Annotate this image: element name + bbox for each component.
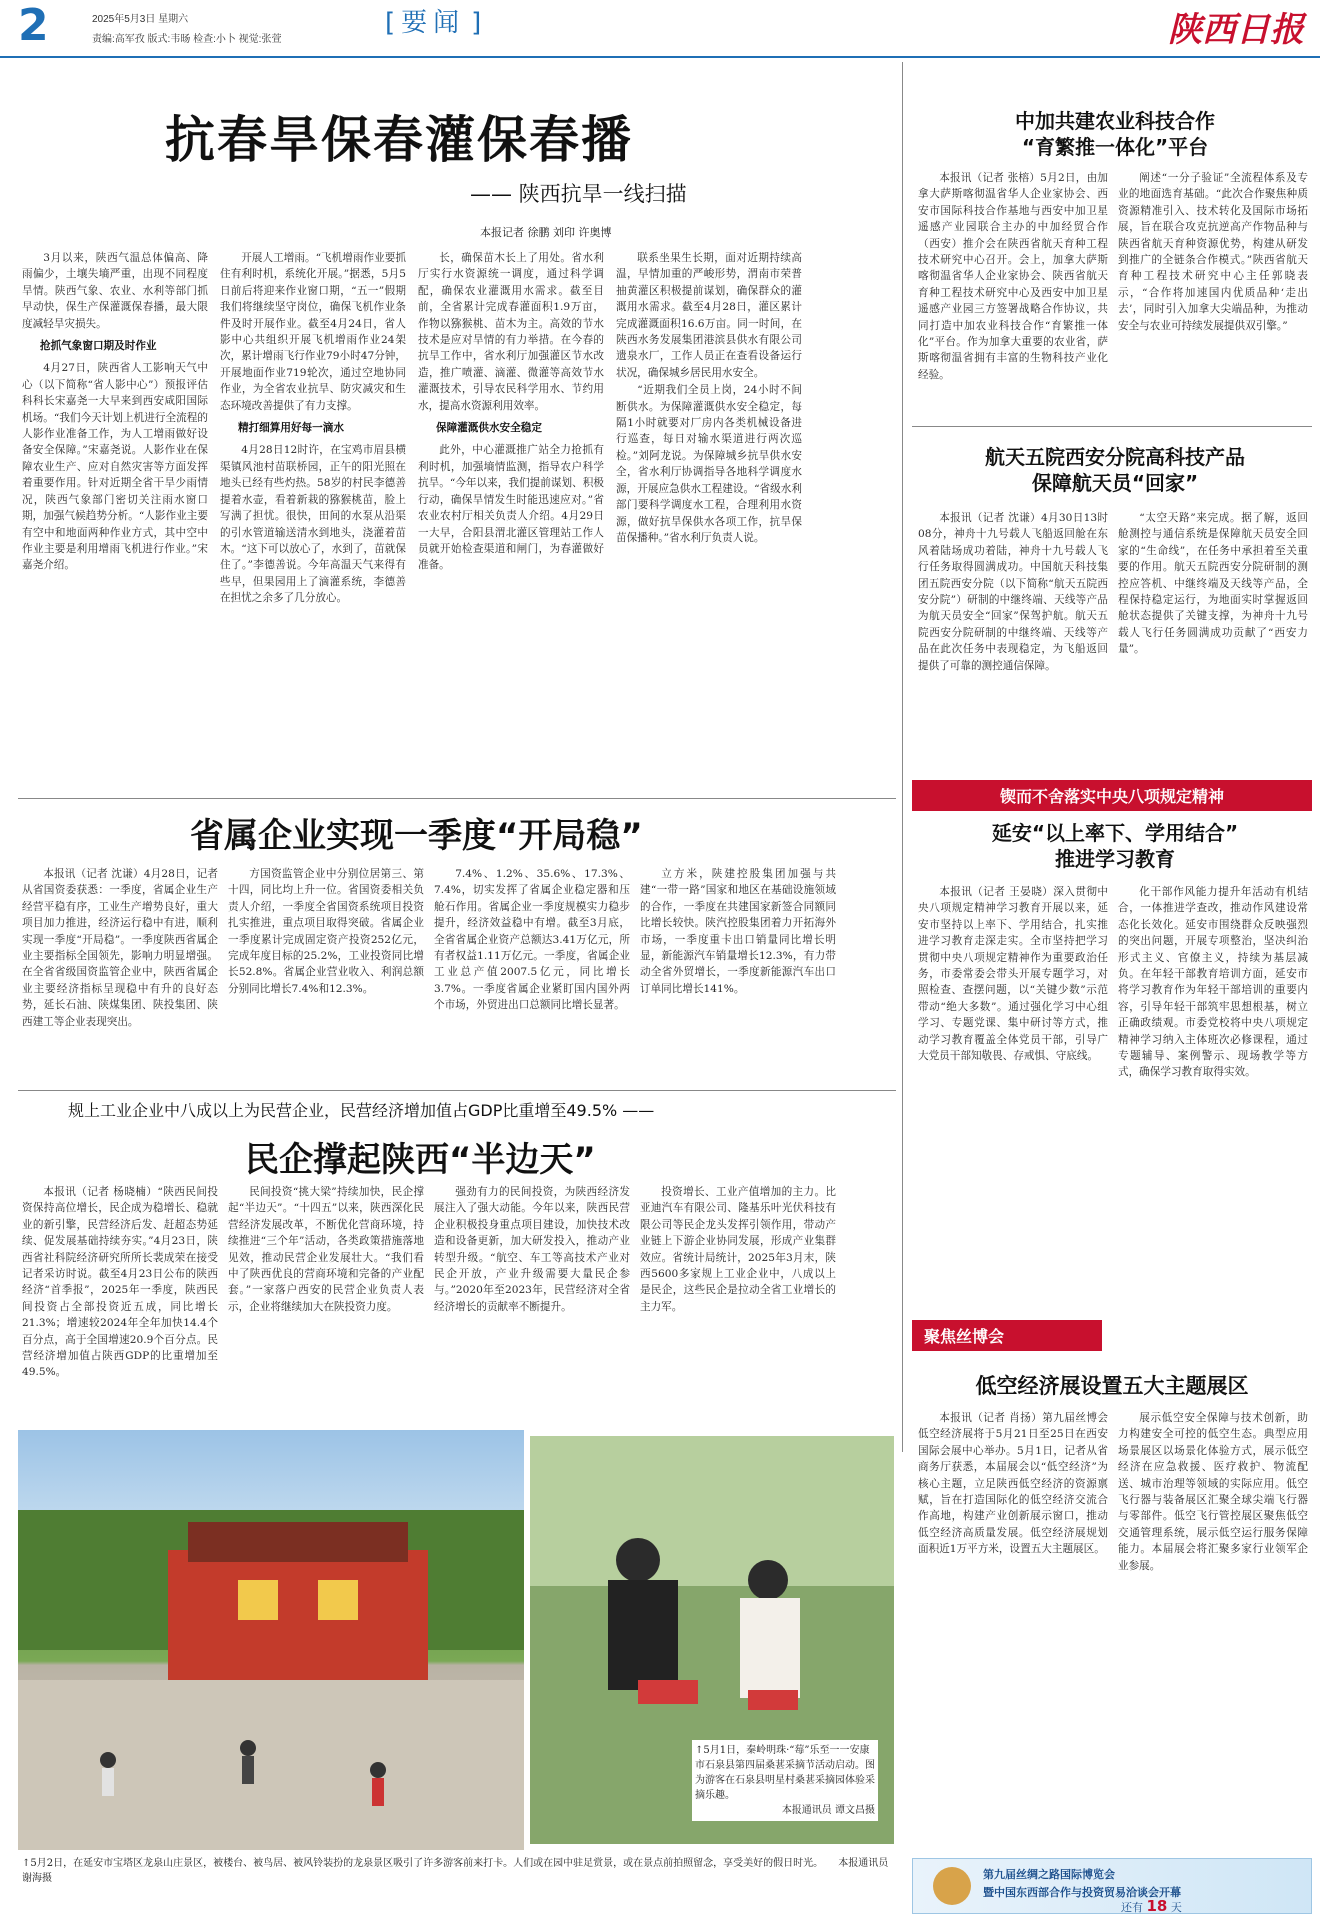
section-name: 要闻 xyxy=(401,8,466,38)
lead-column-2: 开展人工增雨。“飞机增雨作业要抓住有利时机，系统化开展。”据悉，5月5日前后将迎来作业窗口期，“五一”假期我们将继续坚守岗位，确保飞机作业条件及时开展作业。截至4月24日，省人影中心共组织开展飞机增雨作业24架次，累计增雨飞行作业79小时47分钟，开展地面作业719轮次，通过空地协同作业，为全省农业抗旱、防灾减灾和生态环境改善提供了有力支撑。 精打细算用好每一滴水 4月28日12时许，在宝鸡市眉县横渠镇风池村苗联桥园，正午的阳光照在地头已经有些灼热。58岁的村民李德善提着水壶，看着新栽的猕猴桃苗，脸上写满了担忧。很快，田间的水泵从沿渠的引水管道输送清水到地头，浇灌着苗木。“这下可以放心了，水到了，苗就保住了。”李德善说。今年高温天气来得有些早，但果园用上了滴灌系统，李德善在担忧之余多了几分放心。 xyxy=(220,252,406,605)
article-c-column-2: 化干部作风能力提升年活动有机结合，一体推进学查改，推动作风建设常态化长效化。延安市围绕群众反映强烈的突出问题，开展专项整治，坚决纠治形式主义、官僚主义，持续为基层减负。在年轻干部教育培训方面，延安市将学习教育作为年轻干部培训的重要内容，引导年轻干部筑牢思想根基，树立正确政绩观。市委党校将中央八项规定精神学习纳入主体班次必修课程，通过专题辅导、案例警示、现场教学等方式，确保学习教育取得实效。 xyxy=(1118,886,1308,1079)
divider-main-right xyxy=(902,62,903,1452)
photo-right-caption: ↑5月1日，秦岭明珠·“莓”乐至一一安康市石泉县第四届桑葚采摘节活动启动。图为游客在石泉县明星村桑葚采摘园体验采摘乐趣。 本报通讯员 谭文昌摄 xyxy=(692,1740,878,1821)
silk-expo-ad xyxy=(912,1858,1312,1914)
countdown-number: 18 xyxy=(1146,1897,1168,1915)
lead-byline: 本报记者 徐鹏 刘印 许奥博 xyxy=(480,226,612,239)
divider-d-e xyxy=(18,1090,896,1091)
article-a-column-2: 阐述“一分子验证”全流程体系及专业的地面选育基础。“此次合作聚焦种质资源精准引入、技术转化及国际市场拓展，旨在联合攻克抗逆高产作物品种与陕西省航天育种资源优势，构建从研发到推广的全链条合作模式。”陕西省航天育种工程技术研究中心主任郭晓表示，“合作将加速国内优质品种‘走出去’，同时引入加拿大尖端品种，为推动安全与农业可持续发展提供双引擎。” xyxy=(1118,172,1308,332)
ad-countdown: 还有 18 天 xyxy=(1121,1897,1182,1915)
divider-lead-d xyxy=(18,798,896,799)
issue-date: 2025年5月3日 星期六 xyxy=(92,14,189,25)
article-a-headline: 中加共建农业科技合作 “育繁推一体化”平台 xyxy=(1015,109,1215,159)
article-a-column-1: 本报讯（记者 张榕）5月2日，由加拿大萨斯喀彻温省华人企业家协会、西安市国际科技合作基地与西安中加卫星遥感产业园联合主办的中加经贸合作（西安）推介会在陕西省航天育种工程技术研究中心召开。会上，加拿大萨斯喀彻温省华人企业家协会、陕西省航天育种工程技术研究中心及西安中加卫星遥感产业园三方签署战略合作协议，共同打造中加农业科技合作“育繁推一体化”平台。作为加拿大重要的农业省，萨斯喀彻温省拥有丰富的生物科技产业化经验。 xyxy=(918,172,1108,381)
article-e-column-1: 本报讯（记者 杨晓楠）“陕西民间投资保持高位增长，民企成为稳增长、稳就业的新引擎，民营经济后发、赶超态势延续、促发展基础持续夯实。”4月23日，陕西省社科院经济研究所所长裴成荣在接受记者采访时说。截至4月23日公布的陕西经济“首季报”，2025年一季度，陕西民间投资占全部投资近五成，同比增长21.3%；增速较2024年全年加快14.4个百分点，高于全国增速20.9个百分点。民营经济增加值占陕西GDP的比重增加至49.5%。 xyxy=(22,1186,218,1379)
article-d-column-2: 方国资监管企业中分别位居第三、第十四，同比均上升一位。省国资委相关负责人介绍，一季度全省国资系统项目投资扎实推进，重点项目取得突破。省属企业一季度累计完成固定资产投资252亿元，完成年度目标的25.2%，工业投资同比增长52.8%。省属企业营业收入、利润总额分别同比增长7.4%和12.3%。 xyxy=(228,868,424,995)
party-discipline-banner: 锲而不舍落实中央八项规定精神 xyxy=(912,780,1312,811)
lead-subhead-1: 抢抓气象窗口期及时作业 xyxy=(40,340,157,353)
article-d-column-4: 立方米，陕建控股集团加强与共建“一带一路”国家和地区在基础设施领域的合作，一季度在共建国家新签合同额同比增长较快。陕汽控股集团着力开拓海外市场，一季度重卡出口销量同比增长明显，新能源汽车销量增长12.3%，有力带动全省外贸增长，一季度新能源汽车出口订单同比增长141%。 xyxy=(640,868,836,995)
article-d-column-1: 本报讯（记者 沈谦）4月28日，记者从省国资委获悉：一季度，省属企业生产经营平稳有序，工业生产增势良好，重大项目加力推进，经济运行稳中有进，顺利实现一季度“开局稳”。一季度陕西省属企业主要指标全国领先，影响力明显增强。在全省省级国资监管企业中，陕西省属企业主要经济指标呈现稳中有升的良好态势，延长石油、陕煤集团、陕投集团、陕西建工等企业表现突出。 xyxy=(22,868,218,1028)
lead-column-4: 联系坐果生长期，面对近期持续高温，早情加重的严峻形势，渭南市荣普抽黄灌区积极提前谋划，确保群众的灌溉用水需求。截至4月28日，灌区累计完成灌溉面积16.6万亩。同一时间，在陕西水务发展集团港滨县供水有限公司遗泉水厂，工作人员正在查看设备运行状况，确保城乡居民用水安全。 “近期我们全员上岗，24小时不间断供水。为保障灌溉供水安全稳定，每隔1小时就要对厂房内各类机械设备进行巡查，每日对输水渠道进行两次巡检。”刘阿龙说。为保障城乡抗旱供水安全，省水利厅协调指导各地科学调度水源，开展应急供水工程建设。“省级水利部门要科学调度水工程，合理利用水资源，做好抗旱保供水各项工作，抗旱保苗保播种。”省水利厅负责人说。 xyxy=(616,252,802,544)
article-d-column-3: 7.4%、1.2%、35.6%、17.3%、7.4%，切实发挥了省属企业稳定器和压舱石作用。省属企业一季度规模实力稳步提升，经济效益稳中有增。截至3月底，全省省属企业资产总额达3.41万亿元，所有者权益1.11万亿元。一季度，省属企业工业总产值2007.5亿元，同比增长3.7%。一季度省属企业紧盯国内国外两个市场，外贸进出口总额同比增长显著。 xyxy=(434,868,630,1012)
expo-emblem-icon xyxy=(933,1867,971,1905)
article-e-kicker: 规上工业企业中八成以上为民营企业，民营经济增加值占GDP比重增至49.5% —— xyxy=(68,1101,655,1120)
lead-subheadline: —— 陕西抗旱一线扫描 xyxy=(470,182,687,206)
article-d-headline: 省属企业实现一季度“开局稳” xyxy=(190,816,643,856)
lead-column-1: 3月以来，陕西气温总体偏高、降雨偏少，土壤失墒严重，出现不同程度旱情。陕西气象、农业、水利等部门抓早动快，保生产保灌溉保春播，最大限度减轻旱灾损失。 抢抓气象窗口期及时作业 4月27日，陕西省人工影响天气中心（以下简称“省人影中心”）预报评估科科长宋嘉尧一大早来到西安咸阳国际机场。“我们今天计划上机进行全流程的人影作业准备工作，为人工增雨做好设备安全保障。”宋嘉尧说。人影作业在保障农业生产、应对自然灾害等方面发挥着重要作用。针对近期全省干旱少雨情况，陕西气象部门密切关注雨水窗口期，加强气候趋势分析。“人影作业主要有空中和地面两种作业方式，其中空中作业主要是利用增雨飞机进行作业。”宋嘉尧介绍。 xyxy=(22,252,208,572)
article-e-headline: 民企撑起陕西“半边天” xyxy=(245,1140,596,1180)
divider-a-b xyxy=(912,426,1312,427)
lead-column-3: 长，确保苗木长上了用处。省水利厅实行水资源统一调度，通过科学调配，确保农业灌溉用水需求。截至目前，全省累计完成春灌面积1.9万亩，作物以猕猴桃、苗木为主。高效的节水技术是应对旱情的有力举措。在今春的抗旱工作中，省水利厅加强灌区节水改造，推广喷灌、滴灌、微灌等高效节水灌溉技术，引导农民科学用水、节约用水，提高水资源利用效率。 保障灌溉供水安全稳定 此外，中心灌溉推广站全力抢抓有利时机，加强墒情监测，指导农户科学抗旱。“今年以来，我们提前谋划、积极行动，确保旱情发生时能迅速应对。”省农业农村厅相关负责人介绍。4月29日一大早，合阳县渭北灌区管理站工作人员就开始检查渠道和闸门，为春灌做好准备。 xyxy=(418,252,604,572)
page-number: 2 xyxy=(18,0,49,51)
photo-bottom-caption: ↑5月2日，在延安市宝塔区龙泉山庄景区，被楼台、被鸟居、被风铃装扮的龙泉景区吸引了许多游客前来打卡。人们或在园中驻足赏景，或在景点前拍照留念，享受美好的假日时光。 本报通讯员 谢海摄 xyxy=(22,1858,889,1884)
article-c-column-1: 本报讯（记者 王晏晓）深入贯彻中央八项规定精神学习教育开展以来，延安市坚持以上率下、学用结合，扎实推进学习教育走深走实。全市坚持把学习贯彻中央八项规定精神作为重要政治任务，市委常委会带头开展专题学习，对照检查、查摆问题，以“关键少数”示范带动“绝大多数”。通过强化学习中心组学习、专题党课、集中研讨等方式，推动学习教育覆盖全体党员干部，引导广大党员干部知敬畏、存戒惧、守底线。 xyxy=(918,886,1108,1063)
article-e-column-4: 投资增长、工业产值增加的主力。比亚迪汽车有限公司、隆基乐叶光伏科技有限公司等民企龙头发挥引领作用，带动产业链上下游企业协同发展，形成产业集群效应。省统计局统计，2025年3月末，陕西5600多家规上工业企业中，八成以上是民企，这些民企是拉动全省工业增长的主力军。 xyxy=(640,1186,836,1313)
article-c-headline: 延安“以上率下、学用结合” 推进学习教育 xyxy=(991,821,1239,871)
lead-subhead-3: 保障灌溉供水安全稳定 xyxy=(436,422,542,435)
masthead-rule xyxy=(0,56,1320,58)
article-e-column-3: 强劲有力的民间投资，为陕西经济发展注入了强大动能。今年以来，陕西民营企业积极投身重点项目建设，加快技术改造和设备更新，加大研发投入，推动产业转型升级。“航空、车工等高技术产业对民企开放，产业升级需要大量民企参与。”2020年至2023年，民营经济对全省经济增长的贡献率不断提升。 xyxy=(434,1186,630,1313)
newspaper-logo: 陕西日报 xyxy=(1168,10,1304,50)
section-label: [ 要闻 ] xyxy=(385,8,482,38)
lead-headline: 抗春旱保春灌保春播 xyxy=(165,111,633,169)
editor-credits: 责编:高军孜 版式:韦旸 检查:小卜 视觉:张萱 xyxy=(92,34,282,45)
article-f-column-1: 本报讯（记者 肖扬）第九届丝博会低空经济展将于5月21日至25日在西安国际会展中心举办。5月1日，记者从省商务厅获悉，本届展会以“低空经济”为核心主题，立足陕西低空经济的资源禀赋，旨在打造国际化的低空经济交流合作高地，构建产业创新展示窗口，推动低空经济高质量发展。低空经济展规划面积近1万平方米，设置五大主题展区。 xyxy=(918,1412,1108,1556)
ad-line-1: 第九届丝绸之路国际博览会 xyxy=(983,1868,1115,1881)
ad-line-2: 暨中国东西部合作与投资贸易洽谈会开幕 xyxy=(983,1886,1181,1899)
silk-expo-tag: 聚焦丝博会 xyxy=(912,1320,1102,1351)
article-f-headline: 低空经济展设置五大主题展区 xyxy=(975,1374,1249,1398)
article-b-column-2: “太空天路”来完成。据了解，返回舱测控与通信系统是保障航天员安全回家的“生命线”，在任务中承担着至关重要的作用。航天五院西安分院研制的测控应答机、中继终端及天线等产品，全程保持稳定运行，为地面实时掌握返回舱状态提供了关键支撑，为神舟十九号载人飞行任务圆满成功贡献了“西安力量”。 xyxy=(1118,512,1308,656)
article-f-column-2: 展示低空安全保障与技术创新，助力构建安全可控的低空生态。典型应用场景展区以场景化体验方式，展示低空经济在应急救援、医疗救护、物流配送、城市治理等领域的实际应用。低空飞行器与装备展区汇聚全球尖端飞行器与零部件。低空飞行管控展区聚焦低空交通管理系统，展示低空运行服务保障能力。本届展会将汇聚多家行业领军企业参展。 xyxy=(1118,1412,1308,1572)
article-b-column-1: 本报讯（记者 沈谦）4月30日13时08分，神舟十九号载人飞船返回舱在东风着陆场成功着陆，神舟十九号载人飞行任务取得圆满成功。中国航天科技集团五院西安分院（以下简称“航天五院西安分院”）研制的中继终端、天线等产品为航天员安全“回家”保驾护航。航天五院西安分院研制的中继终端、天线等产品在此次任务中表现稳定，为飞船返回提供了可靠的测控通信保障。 xyxy=(918,512,1108,672)
article-b-headline: 航天五院西安分院高科技产品 保障航天员“回家” xyxy=(985,445,1245,495)
article-e-column-2: 民间投资“挑大梁”持续加快，民企撑起“半边天”。“十四五”以来，陕西深化民营经济发展改革，不断优化营商环境，持续推进“三个年”活动，各类政策措施落地见效，推动民营企业发展壮大。“我们看中了陕西优良的营商环境和完备的产业配套。”一家落户西安的民营企业负责人表示，企业将继续加大在陕投资力度。 xyxy=(228,1186,424,1313)
lead-subhead-2: 精打细算用好每一滴水 xyxy=(238,422,344,435)
